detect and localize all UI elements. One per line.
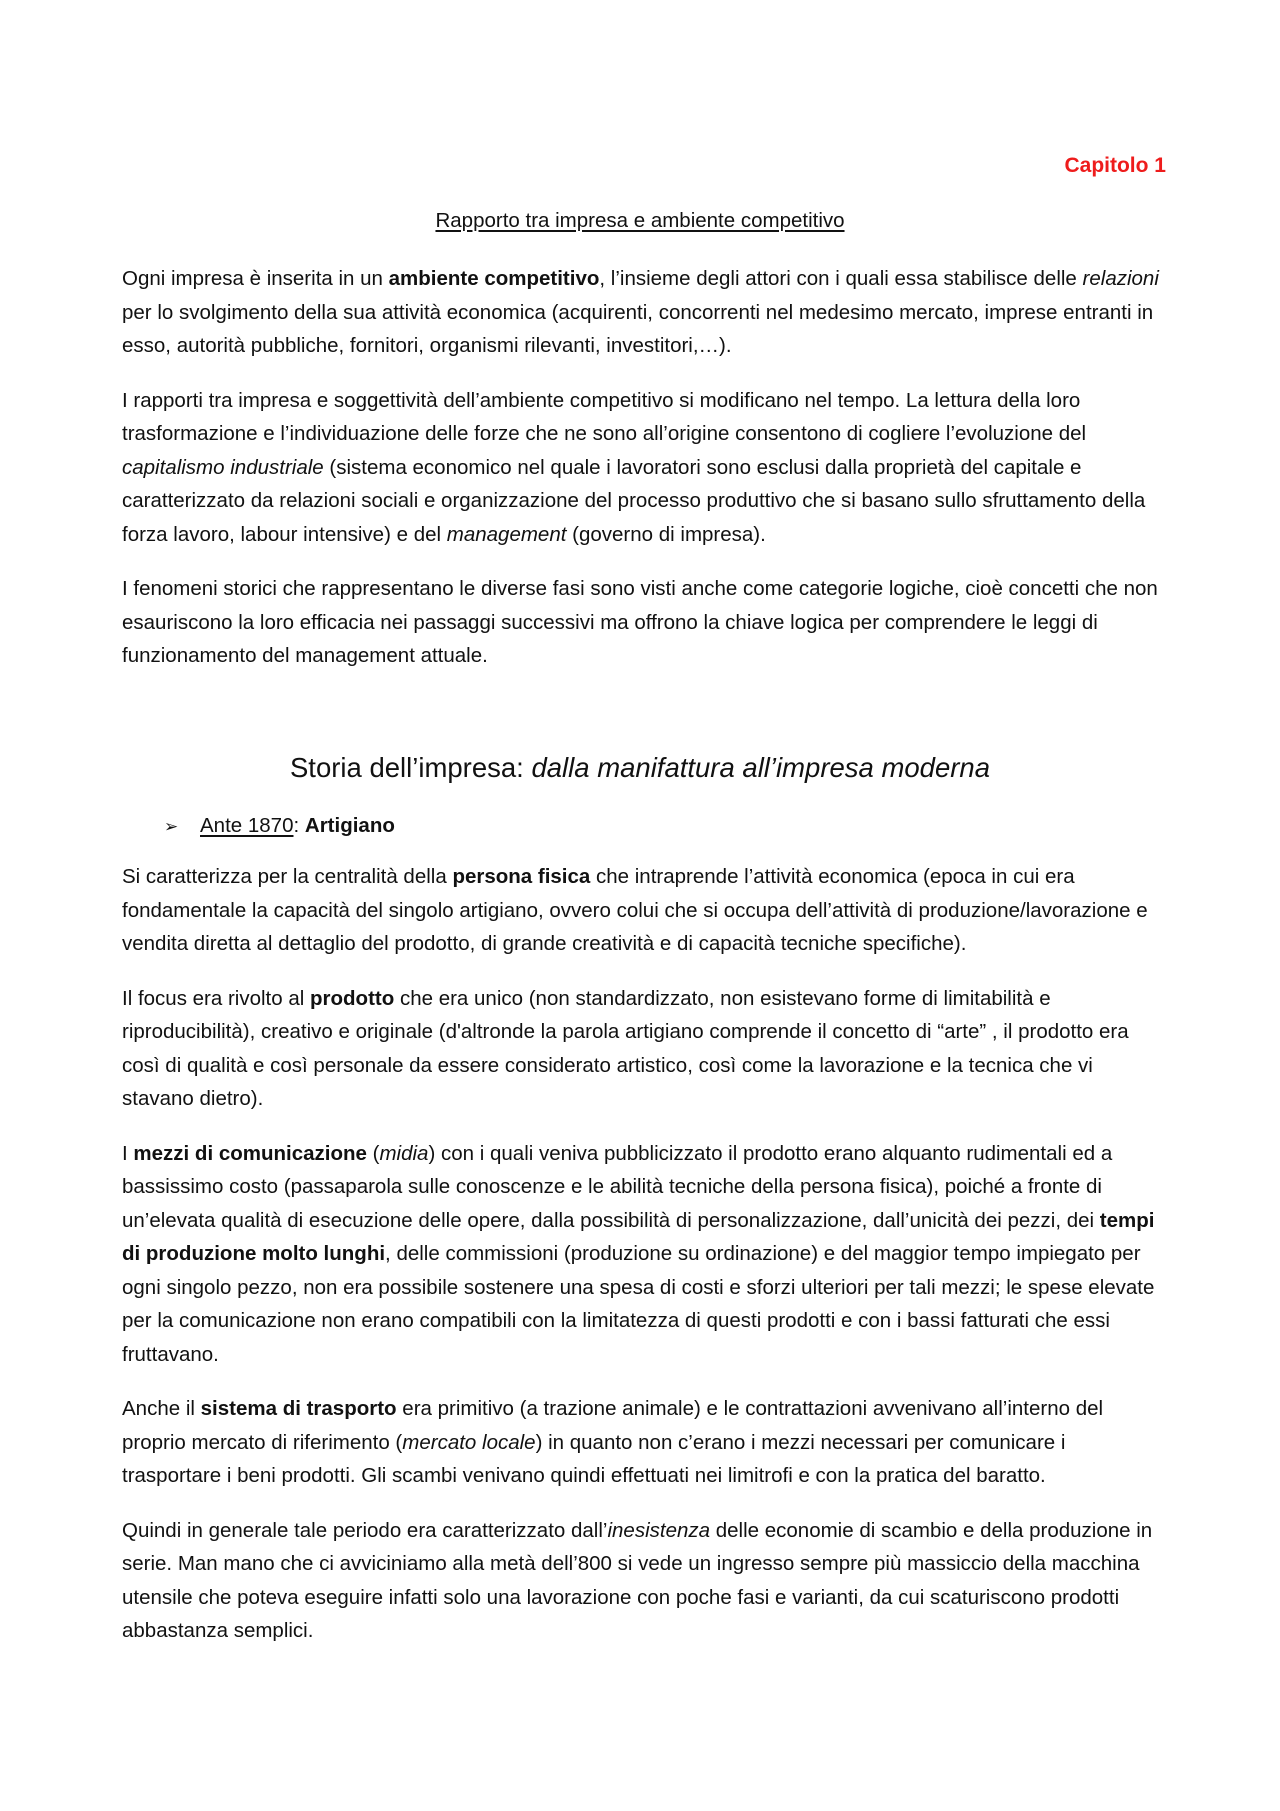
paragraph <box>122 1137 1162 1372</box>
paragraph <box>122 1514 1162 1648</box>
section-heading <box>0 752 1280 784</box>
text-run: che intraprende l’attività economica (epoca in cui era fondamentale la capacità del singolo artigiano, ovvero colui che si occupa dell’attività di produzione/lavorazione e vendita diretta al dettaglio del prodotto, di grande creatività e di capacità tecniche specifiche). <box>122 865 1148 955</box>
italic-text: capitalismo industriale <box>122 455 324 479</box>
paragraph <box>122 384 1162 552</box>
intro-body <box>122 262 1162 694</box>
bold-text: persona fisica <box>452 865 591 888</box>
bullet-separator: : <box>293 814 305 837</box>
bold-text: tempi di produzione molto lunghi <box>122 1208 1155 1265</box>
text-run: , l’insieme degli attori con i quali essa stabilisce delle <box>599 267 1083 290</box>
bold-text: mezzi di comunicazione <box>133 1141 367 1165</box>
arrow-bullet-icon: ➢ <box>164 817 179 836</box>
italic-text: relazioni <box>1082 267 1159 290</box>
text-run: che era unico (non standardizzato, non esistevano forme di limitabilità e riproducibilità), creativo e originale (d'altronde la parola artigiano comprende il concetto di “arte” , il prodotto era così di qualità e così personale da essere considerato artistico, così come la lavorazione e la tecnica che vi stavano dietro). <box>122 986 1129 1110</box>
bullet-date: Ante 1870 <box>200 814 294 837</box>
text-run: I <box>122 1141 134 1165</box>
paragraph <box>122 860 1162 961</box>
text-run: Quindi in generale tale periodo era caratterizzato dall’ <box>122 1518 608 1542</box>
section-body <box>122 860 1162 1669</box>
section-heading-plain: Storia dell’impresa: <box>289 752 532 783</box>
paragraph <box>122 572 1162 673</box>
bold-text: ambiente competitivo <box>388 267 600 290</box>
chapter-label: Capitolo 1 <box>1064 154 1166 177</box>
text-run: (governo di impresa). <box>566 522 766 546</box>
text-run: I fenomeni storici che rappresentano le diverse fasi sono visti anche come categorie logiche, cioè concetti che non esauriscono la loro efficacia nei passaggi successivi ma offrono la chiave logica per comprendere le leggi di funzionamento del management attuale. <box>122 577 1158 667</box>
bullet-item <box>164 814 395 838</box>
paragraph <box>122 1392 1162 1493</box>
italic-text: inesistenza <box>607 1518 711 1542</box>
paragraph <box>122 262 1162 363</box>
bold-text: sistema di trasporto <box>200 1397 397 1420</box>
text-run: per lo svolgimento della sua attività economica (acquirenti, concorrenti nel medesimo mercato, imprese entranti in esso, autorità pubbliche, fornitori, organismi rilevanti, investitori,…). <box>122 300 1154 357</box>
text-run: era primitivo (a trazione animale) e le contrattazioni avvenivano all’interno del proprio mercato di riferimento ( <box>122 1397 1104 1454</box>
text-run: ) in quanto non c’erano i mezzi necessari per comunicare i trasportare i beni prodotti. Gli scambi venivano quindi effettuati nei limitrofi e con la pratica del baratto. <box>122 1430 1066 1487</box>
text-run: ) con i quali veniva pubblicizzato il prodotto erano alquanto rudimentali ed a bassissimo costo (passaparola sulle conoscenze e le abilità tecniche della persona fisica), poiché a fronte di un’elevata qualità di esecuzione delle opere, dalla possibilità di personalizzazione, dall’unicità dei pezzi, dei <box>122 1141 1113 1232</box>
section-heading-italic: dalla manifattura all’impresa moderna <box>531 752 991 783</box>
italic-text: mercato locale <box>402 1430 536 1454</box>
text-run: delle economie di scambio e della produzione in serie. Man mano che ci avviciniamo alla metà dell’800 si vede un ingresso sempre più massiccio della macchina utensile che poteva eseguire infatti solo una lavorazione con poche fasi e varianti, da cui scaturiscono prodotti abbastanza semplici. <box>122 1518 1153 1642</box>
text-run: ( <box>366 1141 380 1165</box>
text-run: Anche il <box>122 1397 201 1420</box>
text-run: Si caratterizza per la centralità della <box>122 865 453 888</box>
text-run: Il focus era rivolto al <box>122 986 310 1010</box>
text-run: , delle commissioni (produzione su ordinazione) e del maggior tempo impiegato per ogni singolo pezzo, non era possibile sostenere una spesa di costi e sforzi ulteriori per tali mezzi; le spese elevate per la comunicazione non erano compatibili con la limitatezza di questi prodotti e con i bassi fatturati che essi fruttavano. <box>122 1242 1155 1366</box>
italic-text: management <box>446 522 567 546</box>
paragraph <box>122 982 1162 1116</box>
italic-text: midia <box>379 1141 429 1165</box>
text-run: (sistema economico nel quale i lavoratori sono esclusi dalla proprietà del capitale e caratterizzato da relazioni sociali e organizzazione del processo produttivo che si basano sullo sfruttamento della forza lavoro, labour intensive) e del <box>122 455 1146 546</box>
text-run: I rapporti tra impresa e soggettività dell’ambiente competitivo si modificano nel tempo. La lettura della loro trasformazione e l’individuazione delle forze che ne sono all’origine consentono di cogliere l’evoluzione del <box>122 388 1087 445</box>
chapter-subtitle: Rapporto tra impresa e ambiente competitivo <box>435 209 845 232</box>
bold-text: prodotto <box>310 986 395 1010</box>
text-run: Ogni impresa è inserita in un <box>122 267 389 290</box>
bullet-title: Artigiano <box>304 814 395 837</box>
